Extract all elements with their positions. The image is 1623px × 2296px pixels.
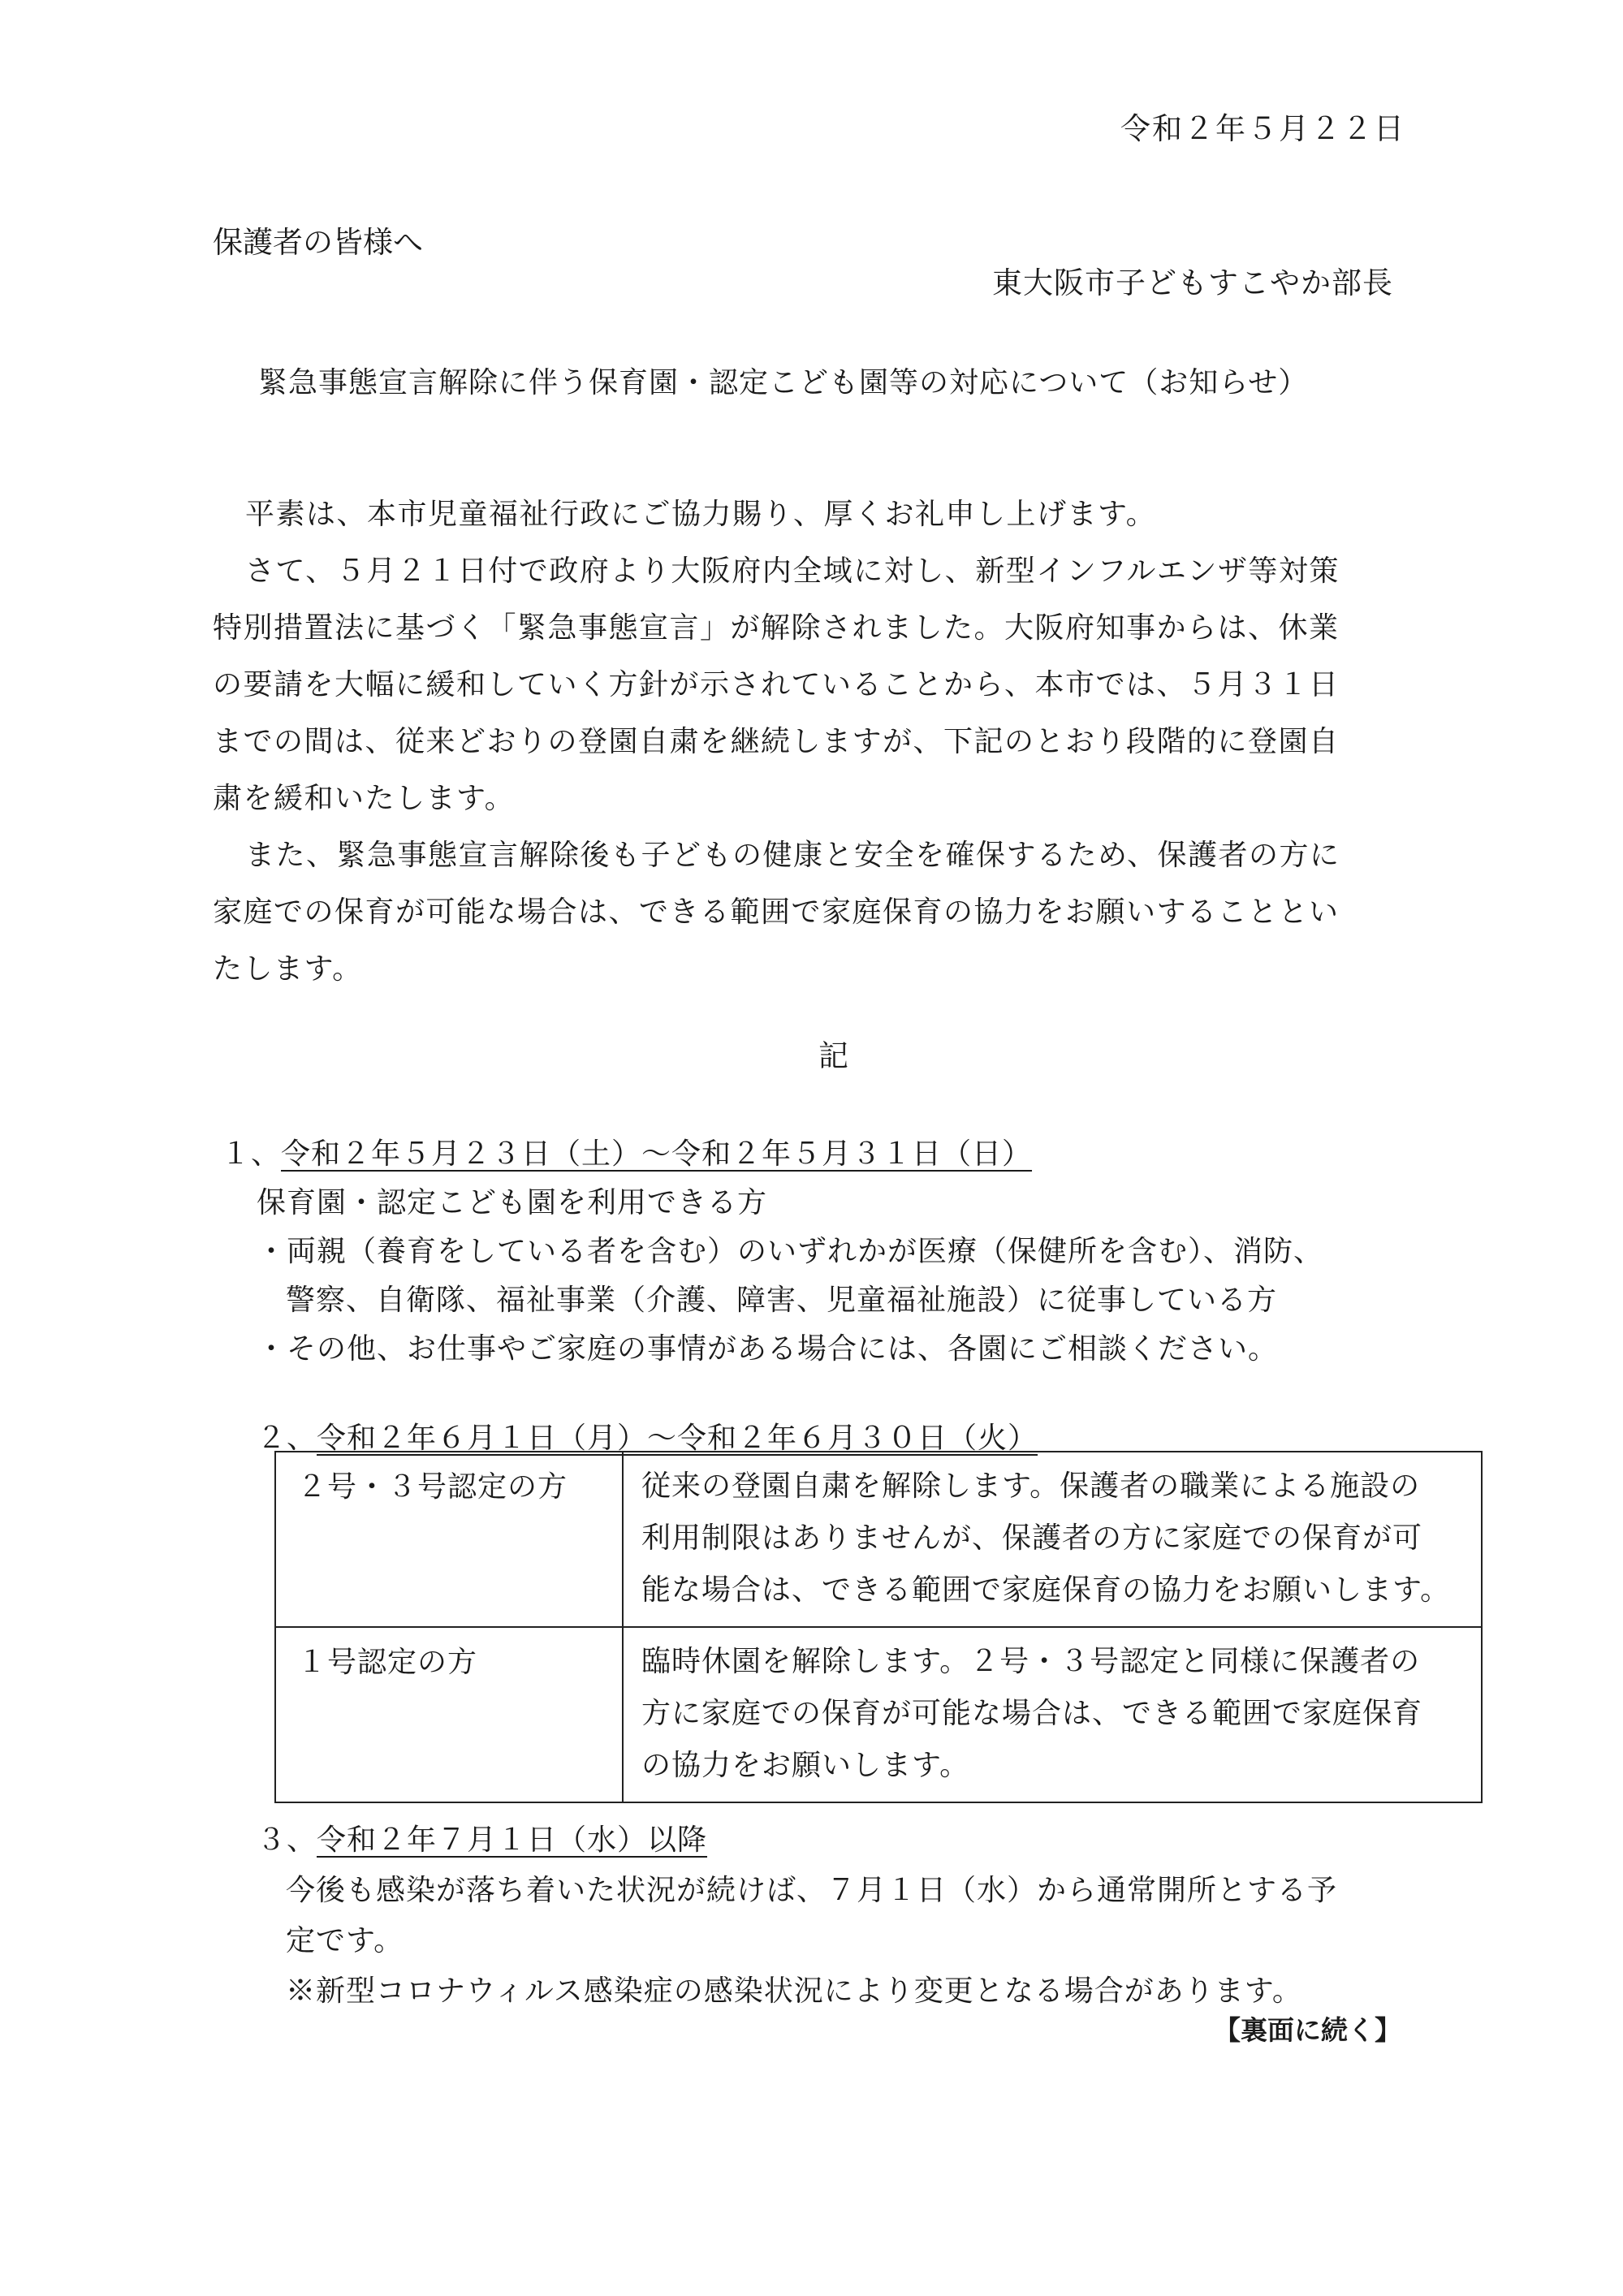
schedule-table <box>274 1451 1483 1803</box>
section-1-heading <box>221 1131 1032 1172</box>
section-3-number: ３、 <box>257 1823 317 1857</box>
body-paragraph-line: また、緊急事態宣言解除後も子どもの健康と安全を確保するため、保護者の方に <box>245 839 1340 872</box>
section-3-period: 令和２年７月１日（水）以降 <box>317 1823 708 1857</box>
body-paragraph-line: さて、５月２１日付で政府より大阪府内全域に対し、新型インフルエンザ等対策 <box>245 555 1340 588</box>
section-3-line: 今後も感染が落ち着いた状況が続けば、７月１日（水）から通常開所とする予 <box>286 1874 1338 1907</box>
body-paragraph-line: 粛を緩和いたします。 <box>213 782 516 815</box>
section-2-period: 令和２年６月１日（月）～令和２年６月３０日（火） <box>317 1422 1038 1455</box>
body-paragraph-line: 家庭での保育が可能な場合は、できる範囲で家庭保育の協力をお願いすることとい <box>213 896 1340 929</box>
section-1-number: １、 <box>221 1137 282 1171</box>
table-row-description-line: 従来の登園自粛を解除します。保護者の職業による施設の <box>641 1470 1421 1503</box>
table-row-description <box>623 1627 1482 1802</box>
table-row <box>275 1452 1482 1627</box>
table-row-label: ２号・３号認定の方 <box>275 1452 623 1627</box>
continued-note: 【裏面に続く】 <box>1214 2014 1401 2046</box>
section-1-line: 警察、自衛隊、福祉事業（介護、障害、児童福祉施設）に従事している方 <box>286 1284 1278 1317</box>
body-paragraph-line: 平素は、本市児童福祉行政にご協力賜り、厚くお礼申し上げます。 <box>245 498 1157 531</box>
document-date: 令和２年５月２２日 <box>1120 111 1405 146</box>
ki-notation: 記 <box>818 1038 848 1073</box>
section-3-line: ※新型コロナウィルス感染症の感染状況により変更となる場合があります。 <box>286 1974 1302 2008</box>
table-row-label: １号認定の方 <box>275 1627 623 1802</box>
section-1-line: 保育園・認定こども園を利用できる方 <box>257 1186 768 1219</box>
table-row-description <box>623 1452 1482 1627</box>
table-row-description-line: の協力をお願いします。 <box>641 1749 970 1782</box>
section-1-line: ・両親（養育をしている者を含む）のいずれかが医療（保健所を含む）、消防、 <box>257 1235 1324 1268</box>
body-paragraph-line: までの間は、従来どおりの登園自粛を継続しますが、下記のとおり段階的に登園自 <box>213 725 1340 758</box>
section-2-number: ２、 <box>257 1422 317 1455</box>
table-row-description-line: 方に家庭での保育が可能な場合は、できる範囲で家庭保育 <box>641 1697 1423 1730</box>
table-row-description-line: 能な場合は、できる範囲で家庭保育の協力をお願いします。 <box>641 1573 1451 1607</box>
section-1-period: 令和２年５月２３日（土）～令和２年５月３１日（日） <box>281 1137 1033 1171</box>
body-paragraph-line: たします。 <box>213 952 363 986</box>
table-row-description-line: 利用制限はありませんが、保護者の方に家庭での保育が可 <box>641 1521 1423 1555</box>
body-paragraph-line: 特別措置法に基づく「緊急事態宣言」が解除されました。大阪府知事からは、休業 <box>213 611 1340 645</box>
body-paragraph-line: の要請を大幅に緩和していく方針が示されていることから、本市では、５月３１日 <box>213 668 1340 701</box>
table-row-description-line: 臨時休園を解除します。２号・３号認定と同様に保護者の <box>641 1645 1421 1678</box>
table-row <box>275 1627 1482 1802</box>
document-title: 緊急事態宣言解除に伴う保育園・認定こども園等の対応について（お知らせ） <box>258 366 1309 399</box>
section-3-heading <box>257 1817 707 1858</box>
addressee: 保護者の皆様へ <box>213 225 423 260</box>
section-1-line: ・その他、お仕事やご家庭の事情がある場合には、各園にご相談ください。 <box>257 1332 1279 1366</box>
sender: 東大阪市子どもすこやか部長 <box>992 265 1393 300</box>
section-3-line: 定です。 <box>286 1924 404 1957</box>
